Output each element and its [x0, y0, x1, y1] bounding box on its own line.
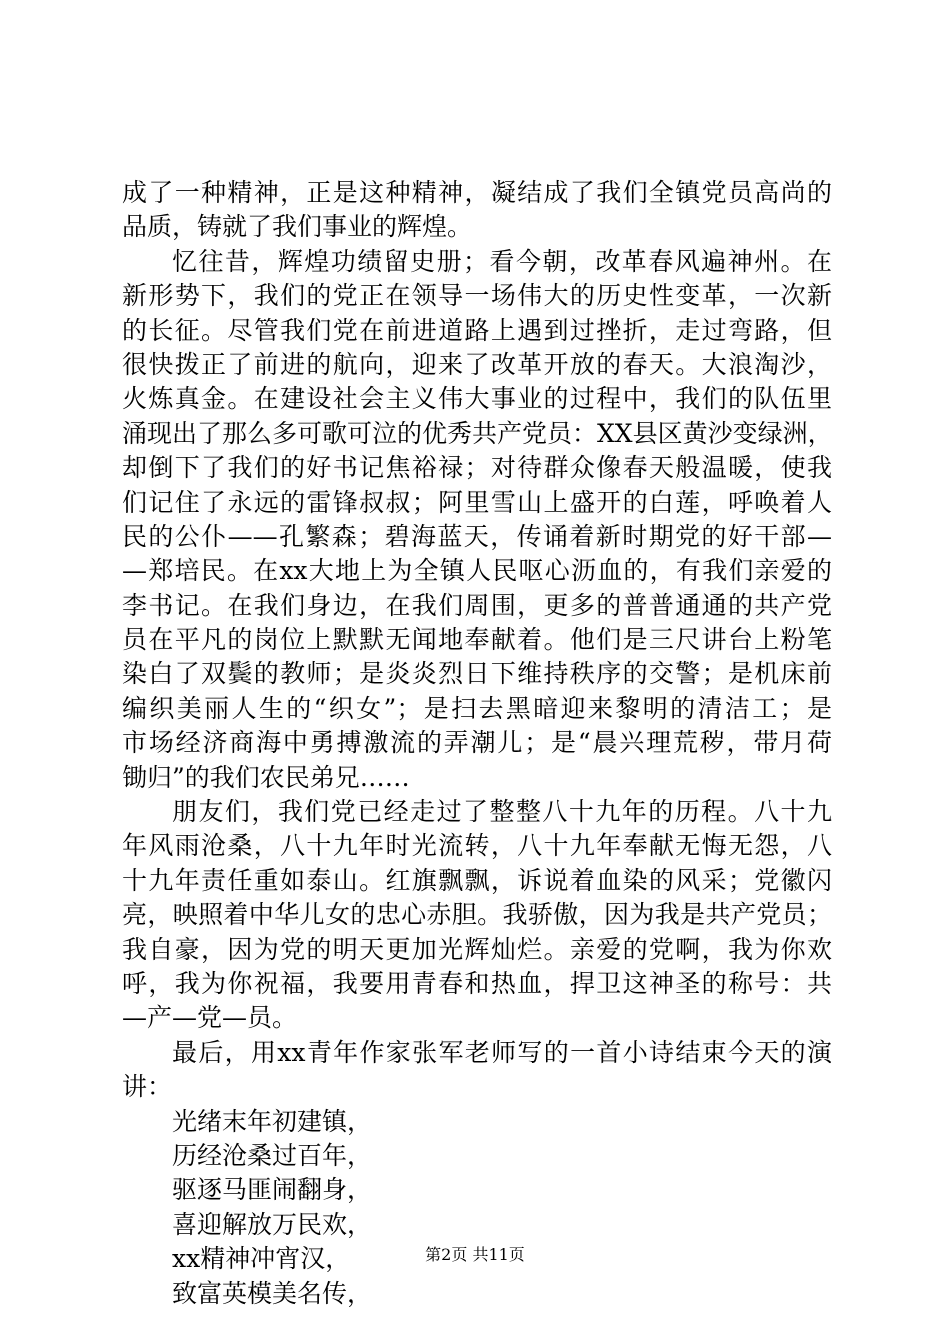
paragraph-friends: [122, 795, 832, 1036]
text-line: 呼，我为你祝福，我要用青春和热血，捍卫这神圣的称号：共: [122, 968, 832, 998]
text-line: 最后，用xx青年作家张军老师写的一首小诗结束今天的演: [172, 1037, 832, 1067]
text-line: 很快拨正了前进的航向，迎来了改革开放的春天。大浪淘沙，: [122, 349, 832, 379]
text-line: 编织美丽人生的“织女”；是扫去黑暗迎来黎明的清洁工；是: [122, 693, 832, 723]
text-line: 染白了双鬓的教师；是炎炎烈日下维持秩序的交警；是机床前: [122, 659, 832, 689]
text-line: 们记住了永远的雷锋叔叔；阿里雪山上盛开的白莲，呼唤着人: [122, 487, 832, 517]
text-line: 成了一种精神，正是这种精神，凝结成了我们全镇党员高尚的: [122, 178, 832, 207]
text-line: 火炼真金。在建设社会主义伟大事业的过程中，我们的队伍里: [122, 384, 832, 414]
text-line: 讲：: [122, 1072, 173, 1102]
paragraph-continuation: [122, 176, 832, 245]
text-line: 亮，映照着中华儿女的忠心赤胆。我骄傲，因为我是共产党员；: [122, 900, 832, 930]
poem-line: 光绪末年初建镇，: [172, 1106, 373, 1136]
page-number-footer: 第2页 共11页: [425, 1245, 525, 1264]
text-line: 却倒下了我们的好书记焦裕禄；对待群众像春天般温暖，使我: [122, 453, 832, 483]
poem-line: 喜迎解放万民欢，: [172, 1209, 373, 1239]
text-line: —郑培民。在xx大地上为全镇人民呕心沥血的，有我们亲爱的: [122, 556, 832, 586]
text-line: 忆往昔，辉煌功绩留史册；看今朝，改革春风遍神州。在: [172, 246, 832, 276]
text-line: 朋友们，我们党已经走过了整整八十九年的历程。八十九: [172, 797, 832, 827]
text-line: 市场经济商海中勇搏激流的弄潮儿；是“晨兴理荒秽，带月荷: [122, 728, 832, 758]
text-line: 品质，铸就了我们事业的辉煌。: [122, 212, 473, 242]
text-line: 员在平凡的岗位上默默无闻地奉献着。他们是三尺讲台上粉笔: [122, 625, 832, 655]
text-line: 李书记。在我们身边，在我们周围，更多的普普通通的共产党: [122, 590, 832, 620]
text-line: 年风雨沧桑，八十九年时光流转，八十九年奉献无悔无怨，八: [122, 831, 832, 861]
text-line: 民的公仆——孔繁森；碧海蓝天，传诵着新时期党的好干部—: [122, 521, 832, 551]
text-line: 新形势下，我们的党正在领导一场伟大的历史性变革，一次新: [122, 281, 832, 311]
text-line: —产—党—员。: [122, 1003, 298, 1033]
document-body: [122, 176, 832, 1311]
paragraph-closing: [122, 1036, 832, 1105]
text-line: 的长征。尽管我们党在前进道路上遇到过挫折，走过弯路，但: [122, 315, 832, 345]
poem-line: 致富英模美名传，: [172, 1278, 373, 1308]
text-line: 涌现出了那么多可歌可泣的优秀共产党员：XX县区黄沙变绿洲，: [122, 418, 833, 448]
poem-line: 历经沧桑过百年，: [172, 1140, 373, 1170]
text-line: 我自豪，因为党的明天更加光辉灿烂。亲爱的党啊，我为你欢: [122, 934, 832, 964]
text-line: 锄归”的我们农民弟兄……: [122, 762, 410, 792]
text-line: 十九年责任重如泰山。红旗飘飘，诉说着血染的风采；党徽闪: [122, 865, 832, 895]
poem: [122, 1105, 832, 1311]
poem-line: xx精神冲宵汉，: [172, 1244, 351, 1274]
paragraph-memory: [122, 245, 832, 795]
poem-line: 驱逐马匪闹翻身，: [172, 1175, 373, 1205]
